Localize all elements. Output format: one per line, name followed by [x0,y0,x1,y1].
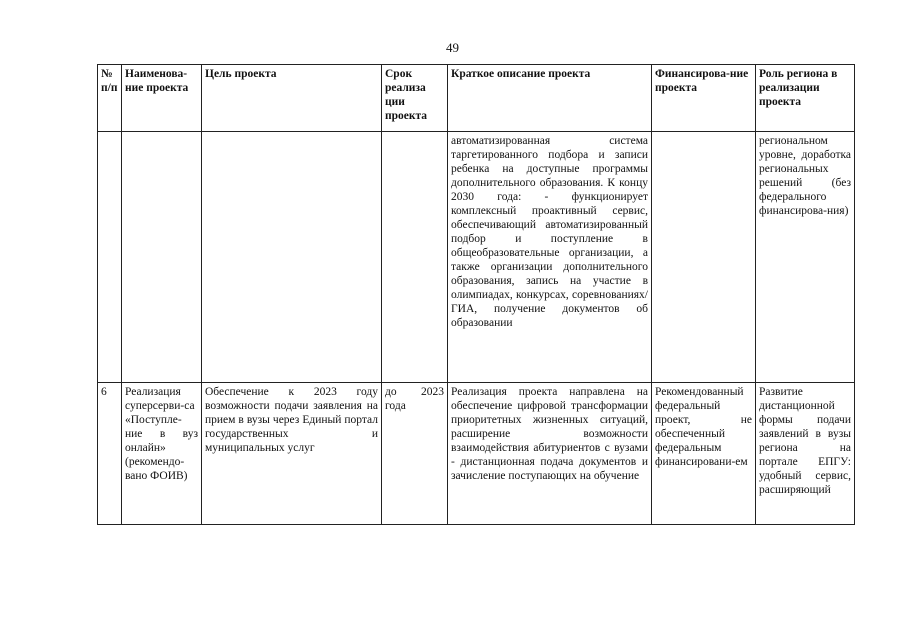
cell-description: Реализация проекта направлена на обеспечение цифровой трансформации приоритетных жизненных ситуаций, расширение возможности взаимодействия абитуриентов с вузами - дистанционная подача документов и зачисление поступающих на обучение [448,383,652,525]
table-row [98,132,855,383]
cell-name: Реализация суперсерви-са «Поступле-ние в вуз онлайн» (рекомендо-вано ФОИВ) [122,383,202,525]
cell-term [382,132,448,383]
header-term: Срок реализа ции проекта [382,65,448,132]
cell-goal: Обеспечение к 2023 году возможности подачи заявления на прием в вузы через Единый портал государственных и муниципальных услуг [202,383,382,525]
cell-num [98,132,122,383]
cell-name [122,132,202,383]
cell-region-role: региональном уровне, доработка региональных решений (без федерального финансирова-ния) [756,132,855,383]
cell-financing [652,132,756,383]
table-header-row [98,65,855,132]
header-financing: Финансирова-ние проекта [652,65,756,132]
page-number: 49 [446,40,459,55]
header-goal: Цель проекта [202,65,382,132]
header-description: Краткое описание проекта [448,65,652,132]
cell-description: автоматизированная система таргетированного подбора и записи ребенка на доступные программы дополнительного образования. К концу 2030 года: - функционирует комплексный проактивный сервис, обеспечивающий автоматизированный подбор и поступление в общеобразовательные организации, а также организации дополнительного образования, запись на участие в олимпиадах, конкурсах, соревнованиях/ГИА, получение документов об образовании [448,132,652,383]
cell-region-role: Развитие дистанционной формы подачи заявлений в вузы региона на портале ЕПГУ: удобный сервис, расширяющий [756,383,855,525]
cell-financing: Рекомендованный федеральный проект, не обеспеченный федеральным финансировани-ем [652,383,756,525]
cell-num: 6 [98,383,122,525]
header-name: Наименова-ние проекта [122,65,202,132]
cell-term: до 2023 года [382,383,448,525]
projects-table [97,64,855,525]
cell-goal [202,132,382,383]
header-num: № п/п [98,65,122,132]
table-row [98,383,855,525]
header-region-role: Роль региона в реализации проекта [756,65,855,132]
